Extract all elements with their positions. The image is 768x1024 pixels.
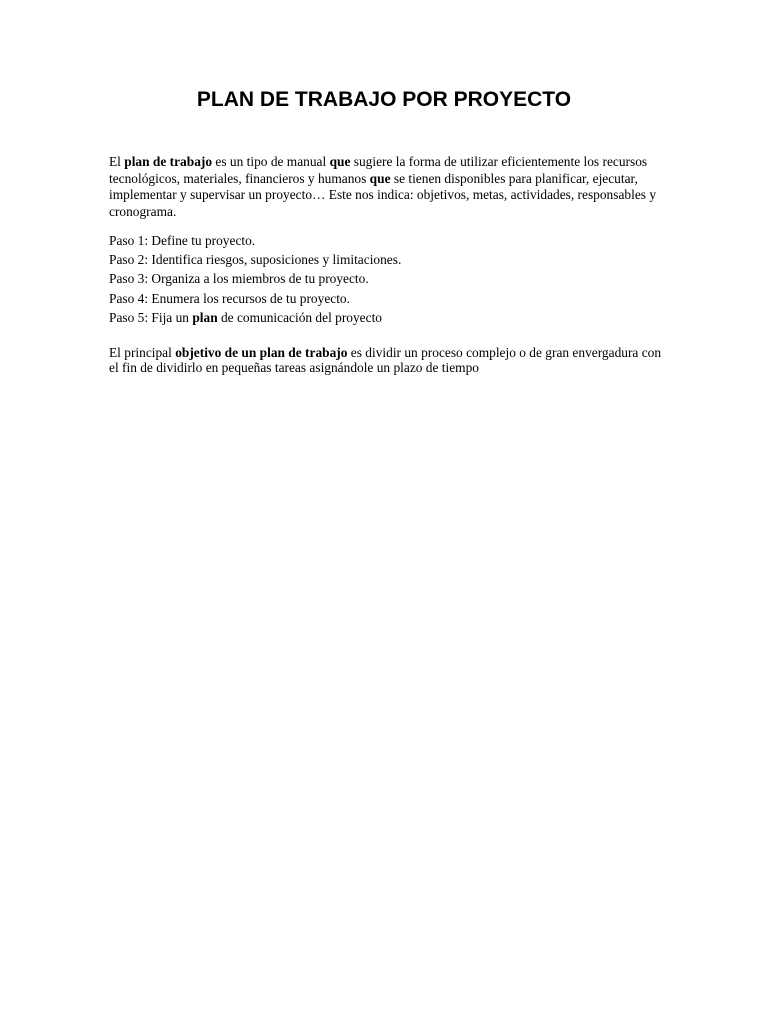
step5-bold-plan: plan [192,309,218,325]
intro-bold-que-2: que [369,170,391,186]
intro-text-3: sugiere la forma de utilizar eficientemente los recursos tecnológicos, materiales, financieros y humanos [109,154,648,186]
intro-text-4: se tienen disponibles para planificar, ejecutar, implementar y supervisar un proyecto… Este nos indica: objetivos, metas, actividades, responsables y cronograma. [109,170,657,220]
intro-paragraph [109,154,669,221]
objective-bold: objetivo de un plan de trabajo [175,345,348,360]
step-item-4: Paso 4: Enumera los recursos de tu proyecto. [109,290,350,306]
steps-list [109,231,669,327]
step-item-3: Paso 3: Organiza a los miembros de tu proyecto. [109,271,369,287]
objective-text-1: El principal [109,345,176,360]
intro-text-2: es un tipo de manual [212,154,330,169]
step-item-5 [109,308,669,327]
page-title: PLAN DE TRABAJO POR PROYECTO [196,88,572,111]
objective-text-2: es dividir un proceso complejo o de gran envergadura con el fin de dividirlo en pequeñas tareas asignándole un plazo de tiempo [109,345,662,376]
step5-text-1: Paso 5: Fija un [109,309,193,325]
step-item-1: Paso 1: Define tu proyecto. [109,233,256,248]
step-item-2: Paso 2: Identifica riesgos, suposiciones y limitaciones. [109,252,402,268]
intro-text-1: El [109,154,125,169]
step5-text-2: de comunicación del proyecto [217,309,382,325]
objective-paragraph [109,345,669,375]
intro-bold-plan-de-trabajo: plan de trabajo [124,154,213,169]
intro-bold-que-1: que [329,154,351,169]
